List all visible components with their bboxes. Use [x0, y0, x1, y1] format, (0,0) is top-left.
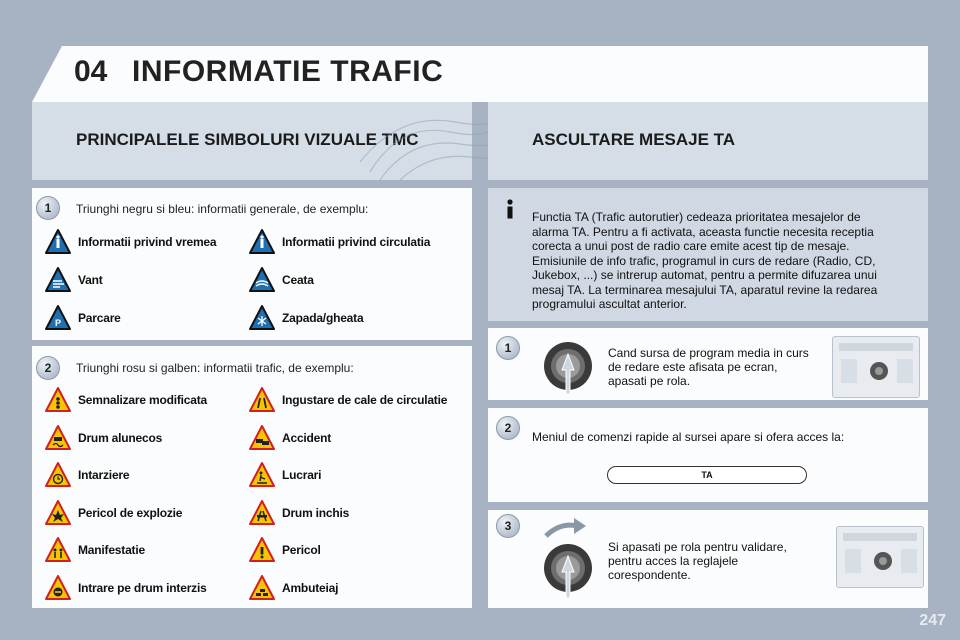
step3-badge: 3 — [496, 514, 520, 538]
symbol-item — [248, 424, 331, 452]
symbol-label: Vant — [78, 273, 103, 287]
symbol-item — [248, 536, 321, 564]
weather-info-icon — [44, 228, 72, 256]
symbol-item — [44, 424, 162, 452]
rotary-knob-rotate-press-icon — [538, 516, 602, 602]
symbol-label: Ceata — [282, 273, 314, 287]
symbol-item — [248, 304, 363, 332]
ta-option-button[interactable]: TA — [607, 466, 807, 484]
lane-narrowing-icon — [248, 386, 276, 414]
delay-icon — [44, 461, 72, 489]
header-corner — [32, 46, 62, 102]
step2-text: Meniul de comenzi rapide al sursei apare si ofera acces la: — [532, 430, 845, 444]
snow-ice-icon — [248, 304, 276, 332]
danger-icon — [248, 536, 276, 564]
ta-info-text: Functia TA (Trafic autorutier) cedeaza prioritatea mesajelor de alarma TA. Pentru a fi activata, aceasta functie necesita receptia corecta a unui post de radio care emite acest tip de mesaje. Emisiunile de info trafic, programul in curs de redare (Radio, CD, Jukebox, ...) se intrerup automat, pentru a permite difuzarea unui mesaj TA. La terminarea mesajului TA, aparatul revine la redarea programului ascultat anterior. — [532, 210, 878, 311]
signal-modified-icon — [44, 386, 72, 414]
symbol-item — [248, 386, 447, 414]
symbol-item — [44, 499, 182, 527]
symbol-item — [248, 574, 338, 602]
symbol-item — [44, 386, 207, 414]
slippery-road-icon — [44, 424, 72, 452]
symbol-label: Ambuteiaj — [282, 581, 339, 595]
section1-badge: 1 — [36, 196, 60, 220]
chapter-number: 04 — [74, 55, 108, 88]
fog-icon — [248, 266, 276, 294]
page-number: 247 — [919, 612, 946, 629]
symbol-label: Ingustare de cale de circulatie — [282, 393, 448, 407]
symbol-label: Pericol — [282, 543, 321, 558]
section1-description: Triunghi negru si bleu: informatii generale, de exemplu: — [76, 202, 369, 216]
parking-icon — [44, 304, 72, 332]
left-heading: PRINCIPALELE SIMBOLURI VIZUALE TMC — [76, 130, 419, 149]
symbol-label: Informatii privind circulatia — [282, 235, 431, 249]
symbol-label: Manifestatie — [78, 543, 145, 558]
roadworks-icon — [248, 461, 276, 489]
traffic-info-icon — [248, 228, 276, 256]
symbol-item — [248, 499, 349, 527]
section2-description: Triunghi rosu si galben: informatii trafic, de exemplu: — [76, 361, 354, 375]
rotary-knob-press-icon — [542, 340, 596, 398]
symbol-label: Intrare pe drum interzis — [78, 581, 207, 595]
symbol-label: Parcare — [78, 311, 121, 325]
symbol-label: Drum alunecos — [78, 430, 163, 445]
symbol-item — [44, 461, 129, 489]
symbol-item — [248, 228, 430, 256]
radio-unit-image — [832, 336, 920, 398]
radio-unit-image-2 — [836, 526, 924, 588]
explosion-danger-icon — [44, 499, 72, 527]
symbol-item — [248, 266, 314, 294]
right-subheader — [488, 102, 928, 180]
symbol-item — [44, 304, 121, 332]
symbol-label: Informatii privind vremea — [78, 235, 217, 249]
step1-text: Cand sursa de program media in curs de redare este afisata pe ecran, apasati pe rola. — [608, 346, 809, 388]
demonstration-icon — [44, 536, 72, 564]
symbol-item — [44, 574, 207, 602]
no-entry-icon — [44, 574, 72, 602]
road-closed-icon — [248, 499, 276, 527]
symbol-label: Drum inchis — [282, 505, 350, 520]
symbol-item — [44, 228, 216, 256]
symbol-label: Pericol de explozie — [78, 505, 183, 520]
symbol-label: Semnalizare modificata — [78, 393, 207, 407]
right-heading: ASCULTARE MESAJE TA — [532, 130, 736, 149]
symbol-label: Lucrari — [282, 468, 322, 483]
symbol-item — [44, 536, 145, 564]
chapter-title: INFORMATIE TRAFIC — [132, 55, 444, 88]
step1-badge: 1 — [496, 336, 520, 360]
symbol-item — [248, 461, 321, 489]
svg-text:P: P — [54, 318, 62, 328]
section2-badge: 2 — [36, 356, 60, 380]
wind-icon — [44, 266, 72, 294]
step2-badge: 2 — [496, 416, 520, 440]
step2-panel — [488, 408, 928, 502]
step3-text: Si apasati pe rola pentru validare, pentru acces la reglajele corespondente. — [608, 540, 787, 582]
symbol-label: Zapada/gheata — [282, 311, 364, 325]
symbol-label: Accident — [282, 430, 332, 445]
accident-icon — [248, 424, 276, 452]
symbol-item — [44, 266, 103, 294]
topographic-pattern — [360, 102, 500, 180]
symbol-label: Intarziere — [78, 468, 130, 483]
traffic-jam-icon — [248, 574, 276, 602]
info-icon — [500, 198, 520, 220]
